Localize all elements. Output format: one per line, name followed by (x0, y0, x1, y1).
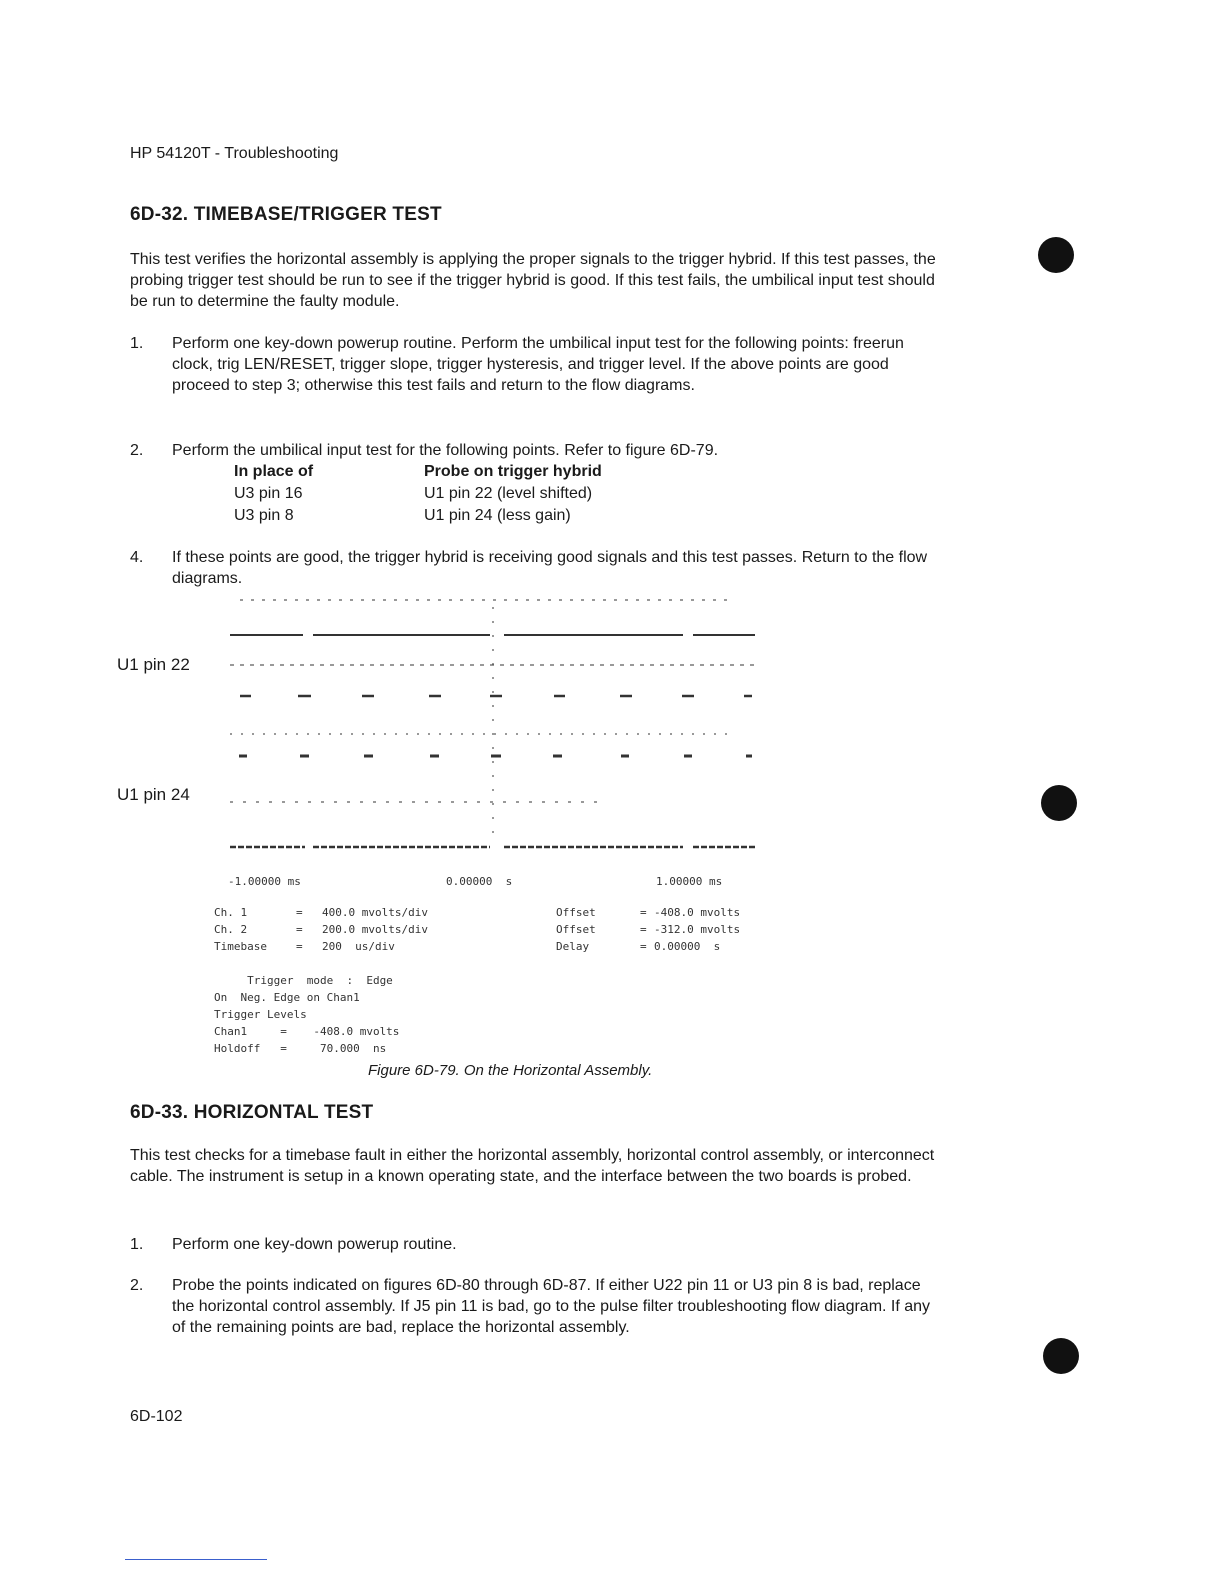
waveform-label-u1-pin24: U1 pin 24 (117, 785, 190, 804)
scope-settings (214, 906, 774, 958)
step-text: Perform the umbilical input test for the following points. Refer to figure 6D-79. (172, 442, 719, 459)
table-row (234, 505, 694, 527)
step-text: Probe the points indicated on figures 6D-80 through 6D-87. If either U22 pin 11 or U3 pin 8 is bad, replace the horizontal control assembly. If J5 pin 11 is bad, go to the pulse filter troubleshooting flow diagram. If any of the remaining points are bad, replace the horizontal assembly. (172, 1277, 931, 1336)
trigger-settings (214, 974, 574, 1062)
settings-value: 0.00000 s (654, 940, 721, 953)
binder-hole (1041, 785, 1077, 821)
running-head: HP 54120T - Troubleshooting (130, 145, 339, 162)
settings-eq: = (640, 906, 647, 919)
settings-value: -408.0 mvolts (654, 906, 741, 919)
settings-row (214, 906, 774, 923)
figure-caption: Figure 6D-79. On the Horizontal Assembly. (368, 1062, 653, 1079)
settings-label: Ch. 1 (214, 906, 248, 919)
probe-table (234, 461, 694, 531)
settings-label: Offset (556, 923, 596, 936)
time-axis-right: 1.00000 ms (656, 875, 723, 888)
table-cell: U1 pin 22 (level shifted) (424, 485, 593, 502)
settings-eq: = (296, 940, 303, 953)
settings-eq: = (640, 923, 647, 936)
step-text: Perform one key-down powerup routine. Perform the umbilical input test for the following points: freerun clock, trig LEN/RESET, trigger slope, trigger hysteresis, and trigger level. If the above points are good proceed to step 3; otherwise this test fails and return to the flow diagrams. (172, 335, 904, 394)
step-number: 1. (130, 1236, 144, 1253)
probe-table-header (234, 461, 694, 483)
time-axis-left: -1.00000 ms (228, 875, 301, 888)
trigger-line: On Neg. Edge on Chan1 (214, 991, 360, 1004)
page-number: 6D-102 (130, 1408, 183, 1425)
section1-intro: This test verifies the horizontal assembly is applying the proper signals to the trigger hybrid. If this test passes, the probing trigger test should be run to see if the trigger hybrid is good. If this test fails, the umbilical input test should be run to determine the faulty module. (130, 251, 936, 310)
footer-rule (125, 1559, 267, 1560)
settings-eq: = (296, 923, 303, 936)
settings-row (214, 940, 774, 957)
settings-label: Offset (556, 906, 596, 919)
table-row (234, 483, 694, 505)
oscilloscope-waveform-figure (225, 592, 765, 862)
table-cell: U1 pin 24 (less gain) (424, 507, 571, 524)
step-number: 2. (130, 442, 144, 459)
step-number: 4. (130, 549, 144, 566)
section-title-timebase-trigger: 6D-32. TIMEBASE/TRIGGER TEST (130, 204, 442, 225)
table-cell: U3 pin 16 (234, 485, 303, 502)
col-header-probe: Probe on trigger hybrid (424, 463, 602, 480)
binder-hole (1038, 237, 1074, 273)
trigger-line: Holdoff = 70.000 ns (214, 1042, 387, 1055)
waveform-label-u1-pin22: U1 pin 22 (117, 655, 190, 674)
settings-value: 400.0 mvolts/div (322, 906, 428, 919)
step-text: Perform one key-down powerup routine. (172, 1236, 457, 1253)
settings-label: Timebase (214, 940, 267, 953)
trigger-line: Trigger Levels (214, 1008, 307, 1021)
step-number: 1. (130, 335, 144, 352)
binder-hole (1043, 1338, 1079, 1374)
section-title-horizontal: 6D-33. HORIZONTAL TEST (130, 1102, 374, 1123)
col-header-in-place-of: In place of (234, 463, 314, 480)
step-number: 2. (130, 1277, 144, 1294)
section2-intro: This test checks for a timebase fault in either the horizontal assembly, horizontal control assembly, or interconnect cable. The instrument is setup in a known operating state, and the interface between the two boards is probed. (130, 1147, 935, 1185)
step-text: If these points are good, the trigger hybrid is receiving good signals and this test passes. Return to the flow diagrams. (172, 549, 928, 587)
settings-eq: = (296, 906, 303, 919)
settings-value: 200.0 mvolts/div (322, 923, 428, 936)
settings-label: Ch. 2 (214, 923, 248, 936)
time-axis-center: 0.00000 s (446, 875, 513, 888)
table-cell: U3 pin 8 (234, 507, 294, 524)
settings-value: 200 us/div (322, 940, 395, 953)
settings-label: Delay (556, 940, 590, 953)
settings-row (214, 923, 774, 940)
settings-value: -312.0 mvolts (654, 923, 741, 936)
trigger-line: Chan1 = -408.0 mvolts (214, 1025, 400, 1038)
settings-eq: = (640, 940, 647, 953)
trigger-line: Trigger mode : Edge (214, 974, 393, 987)
